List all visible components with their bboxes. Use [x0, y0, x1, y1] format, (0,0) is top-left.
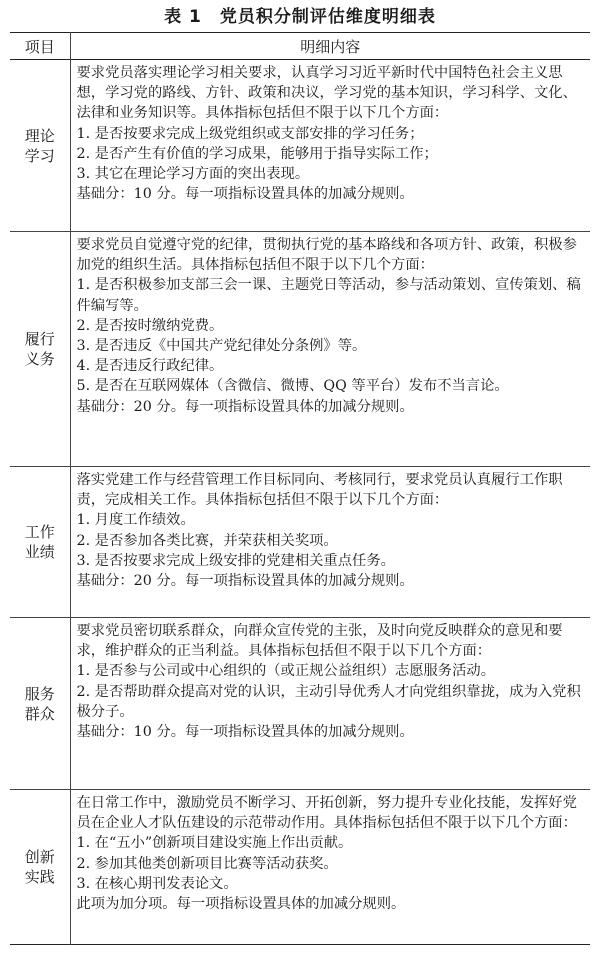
- table-row-work-performance: [10, 467, 590, 618]
- row-detail: 在日常工作中，激励党员不断学习、开拓创新，努力提升专业化技能，发挥好党员在企业人才队伍建设的示范带动作用。具体指标包括但不限于以下几个方面： 1. 在“五小”创新项目建设实施上作出贡献。 2. 参加其他类创新项目比赛等活动获奖。 3. 在核心期刊发表论文。 此项为加分项。每一项指标设置具体的加减分规则。: [76, 795, 577, 913]
- row-detail: 落实党建工作与经营管理工作目标同向、考核同行，要求党员认真履行工作职责，完成相关工作。具体指标包括但不限于以下几个方面： 1. 月度工作绩效。 2. 是否参加各类比赛，并荣获相关奖项。 3. 是否按要求完成上级安排的党建相关重点任务。 基础分：20 分。每一项指标设置具体的加减分规则。: [76, 472, 563, 590]
- row-item-label: 服务 群众: [10, 618, 70, 790]
- table-row-theory-study: [10, 60, 590, 232]
- table-header-row: [10, 33, 590, 60]
- evaluation-table: [10, 32, 590, 945]
- table-row-fulfill-duties: [10, 232, 590, 467]
- row-detail: 要求党员自觉遵守党的纪律，贯彻执行党的基本路线和各项方针、政策，积极参加党的组织生活。具体指标包括但不限于以下几个方面： 1. 是否积极参加支部三会一课、主题党日等活动，参与活动策划、宣传策划、稿件编写等。 2. 是否按时缴纳党费。 3. 是否违反《中国共产党纪律处分条例》等。 4. 是否违反行政纪律。 5. 是否在互联网媒体（含微信、微博、QQ 等平台）发布不当言论。 基础分：20 分。每一项指标设置具体的加减分规则。: [76, 237, 581, 415]
- table-row-serve-masses: [10, 618, 590, 790]
- table-title: 表 1 党员积分制评估维度明细表: [164, 7, 436, 27]
- row-detail: 要求党员密切联系群众，向群众宣传党的主张，及时向党反映群众的意见和要求，维护群众的正当利益。具体指标包括但不限于以下几个方面： 1. 是否参与公司或中心组织的（或正规公益组织）志愿服务活动。 2. 是否帮助群众提高对党的认识，主动引导优秀人才向党组织靠拢，成为入党积极分子。 基础分：10 分。每一项指标设置具体的加减分规则。: [76, 623, 581, 741]
- row-item-label: 创新 实践: [10, 790, 70, 945]
- row-item-label: 理论 学习: [10, 60, 70, 232]
- row-item-label: 履行 义务: [10, 232, 70, 467]
- header-item: 项目: [10, 33, 70, 60]
- header-detail: 明细内容: [300, 37, 361, 56]
- table-row-innovation-practice: [10, 790, 590, 945]
- row-detail: 要求党员落实理论学习相关要求，认真学习习近平新时代中国特色社会主义思想，学习党的路线、方针、政策和决议，学习党的基本知识，学习科学、文化、法律和业务知识等。具体指标包括但不限于以下几个方面： 1. 是否按要求完成上级党组织或支部安排的学习任务； 2. 是否产生有价值的学习成果，能够用于指导实际工作； 3. 其它在理论学习方面的突出表现。 基础分：10 分。每一项指标设置具体的加减分规则。: [76, 65, 577, 203]
- row-item-label: 工作 业绩: [10, 467, 70, 618]
